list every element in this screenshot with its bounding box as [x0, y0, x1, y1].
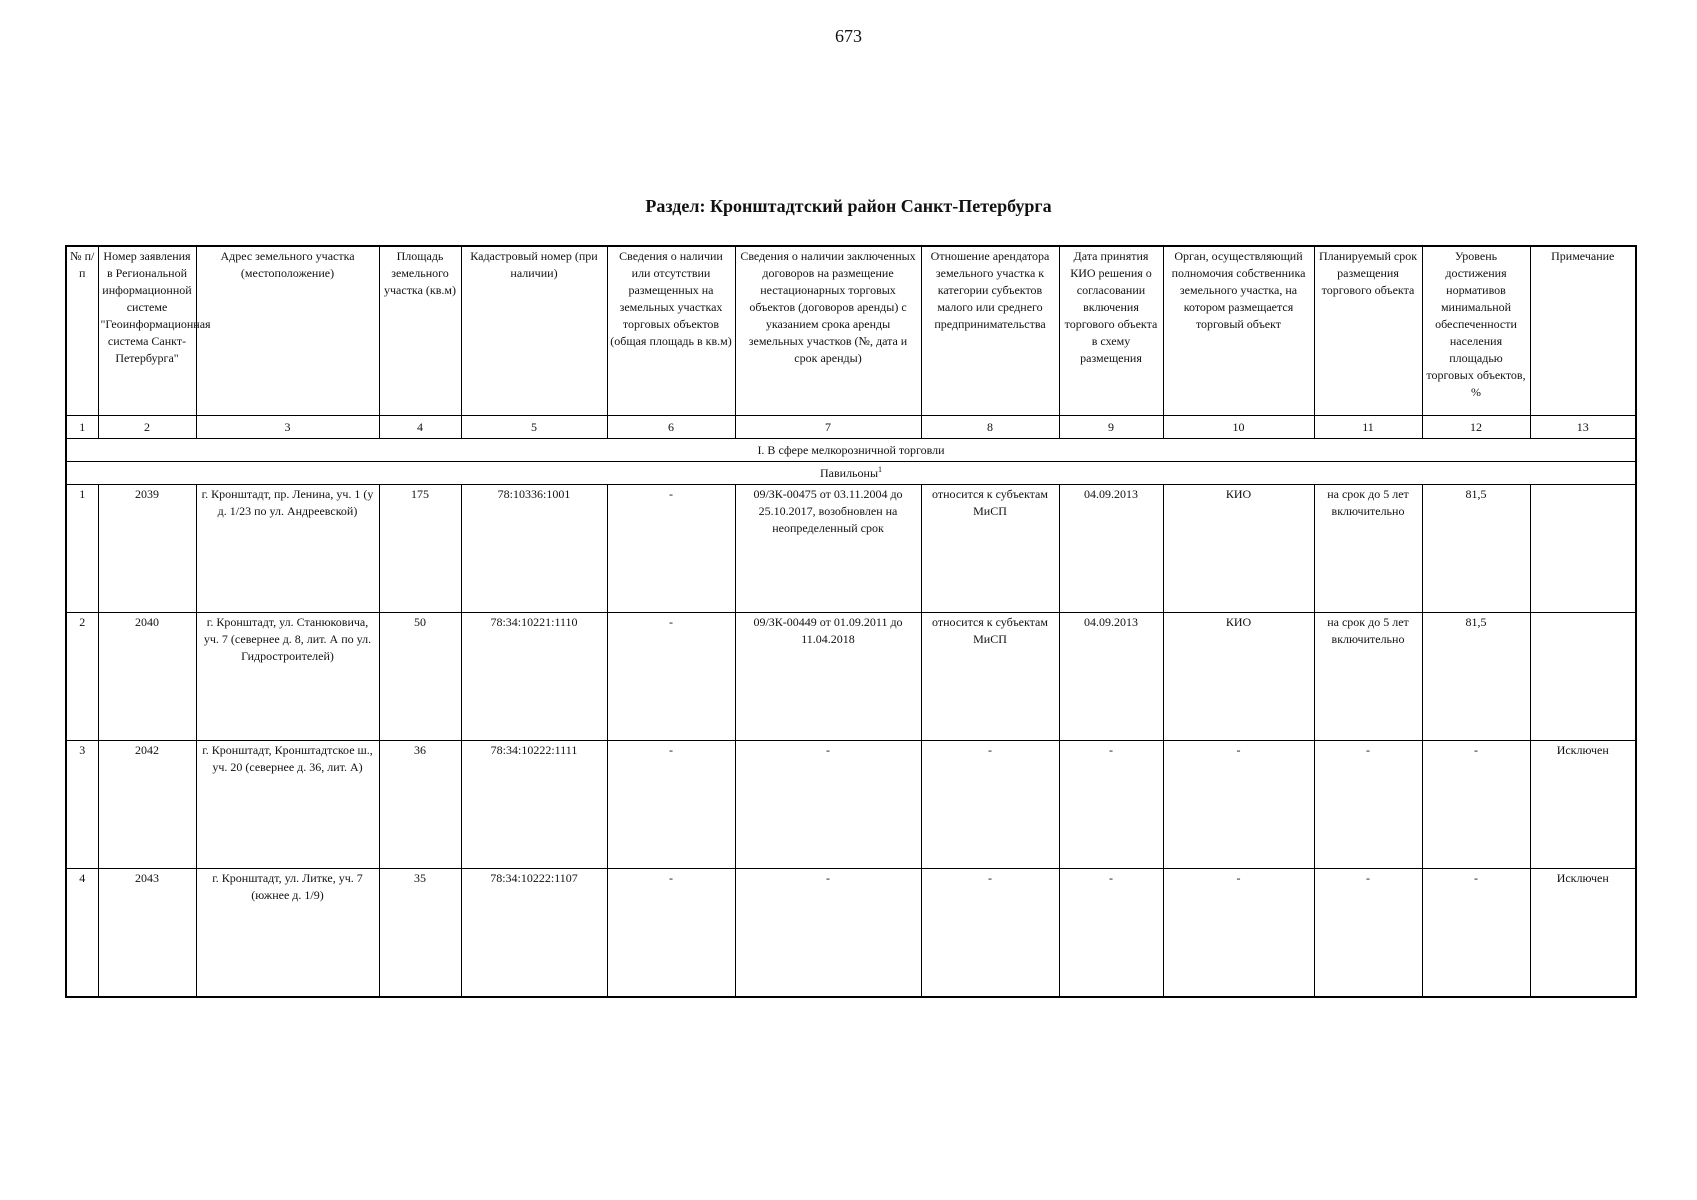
- column-header: Кадастровый номер (при наличии): [461, 246, 607, 416]
- subgroup-heading-label: Павильоны: [819, 466, 879, 480]
- cell-decision-date: -: [1059, 869, 1163, 998]
- section-title: Раздел: Кронштадтский район Санкт-Петербурга: [645, 196, 1052, 216]
- cell-existing-objects: -: [607, 613, 735, 741]
- group-heading-row: [66, 439, 1636, 462]
- cell-cadastral-number: 78:34:10221:1110: [461, 613, 607, 741]
- column-header: Уровень достижения нормативов минимальной обеспеченности населения площадью торговых объектов, %: [1422, 246, 1530, 416]
- column-number: 3: [196, 416, 379, 439]
- cell-index: 2: [66, 613, 98, 741]
- cell-authority: -: [1163, 869, 1314, 998]
- page-number: 673: [835, 26, 862, 46]
- cell-area: 36: [379, 741, 461, 869]
- column-number: 4: [379, 416, 461, 439]
- cell-decision-date: 04.09.2013: [1059, 485, 1163, 613]
- cell-application-number: 2043: [98, 869, 196, 998]
- column-number-row: [66, 416, 1636, 439]
- cell-note: Исключен: [1530, 869, 1636, 998]
- column-header: Отношение арендатора земельного участка к категории субъектов малого или среднего предпринимательства: [921, 246, 1059, 416]
- cell-cadastral-number: 78:10336:1001: [461, 485, 607, 613]
- column-header: Площадь земельного участка (кв.м): [379, 246, 461, 416]
- cell-provision-level: -: [1422, 869, 1530, 998]
- subgroup-heading-row: [66, 462, 1636, 485]
- cell-lease-contracts: 09/ЗК-00475 от 03.11.2004 до 25.10.2017, возобновлен на неопределенный срок: [735, 485, 921, 613]
- column-header: Орган, осуществляющий полномочия собственника земельного участка, на котором размещается торговый объект: [1163, 246, 1314, 416]
- cell-index: 1: [66, 485, 98, 613]
- column-header: Дата принятия КИО решения о согласовании включения торгового объекта в схему размещения: [1059, 246, 1163, 416]
- group-heading: I. В сфере мелкорозничной торговли: [66, 439, 1636, 462]
- cell-existing-objects: -: [607, 741, 735, 869]
- column-number: 12: [1422, 416, 1530, 439]
- column-header: № п/п: [66, 246, 98, 416]
- cell-address: г. Кронштадт, ул. Литке, уч. 7 (южнее д. 1/9): [196, 869, 379, 998]
- cell-cadastral-number: 78:34:10222:1111: [461, 741, 607, 869]
- cell-cadastral-number: 78:34:10222:1107: [461, 869, 607, 998]
- column-number: 8: [921, 416, 1059, 439]
- column-number: 9: [1059, 416, 1163, 439]
- cell-provision-level: 81,5: [1422, 613, 1530, 741]
- cell-sme-status: относится к субъектам МиСП: [921, 613, 1059, 741]
- column-number: 2: [98, 416, 196, 439]
- cell-decision-date: 04.09.2013: [1059, 613, 1163, 741]
- cell-sme-status: относится к субъектам МиСП: [921, 485, 1059, 613]
- cell-authority: -: [1163, 741, 1314, 869]
- subgroup-heading: [66, 462, 1636, 485]
- cell-lease-contracts: -: [735, 869, 921, 998]
- cell-planned-term: -: [1314, 869, 1422, 998]
- column-header: Планируемый срок размещения торгового объекта: [1314, 246, 1422, 416]
- column-header: Сведения о наличии заключенных договоров на размещение нестационарных торговых объектов (договоров аренды) с указанием срока аренды земельных участков (№, дата и срок аренды): [735, 246, 921, 416]
- cell-address: г. Кронштадт, пр. Ленина, уч. 1 (у д. 1/23 по ул. Андреевской): [196, 485, 379, 613]
- cell-application-number: 2039: [98, 485, 196, 613]
- cell-planned-term: -: [1314, 741, 1422, 869]
- table-row: [66, 613, 1636, 741]
- footnote-marker: 1: [878, 465, 883, 474]
- column-number: 13: [1530, 416, 1636, 439]
- column-header: Номер заявления в Региональной информационной системе "Геоинформационная система Санкт-Петербурга": [98, 246, 196, 416]
- cell-authority: КИО: [1163, 485, 1314, 613]
- cell-note: Исключен: [1530, 741, 1636, 869]
- column-number: 5: [461, 416, 607, 439]
- table-row: [66, 741, 1636, 869]
- cell-area: 50: [379, 613, 461, 741]
- cell-lease-contracts: -: [735, 741, 921, 869]
- column-number: 11: [1314, 416, 1422, 439]
- cell-provision-level: 81,5: [1422, 485, 1530, 613]
- cell-address: г. Кронштадт, ул. Станюковича, уч. 7 (севернее д. 8, лит. А по ул. Гидростроителей): [196, 613, 379, 741]
- column-header: Примечание: [1530, 246, 1636, 416]
- cell-index: 3: [66, 741, 98, 869]
- cell-authority: КИО: [1163, 613, 1314, 741]
- cell-index: 4: [66, 869, 98, 998]
- column-number: 6: [607, 416, 735, 439]
- cell-note: [1530, 485, 1636, 613]
- table-row: [66, 485, 1636, 613]
- column-number: 1: [66, 416, 98, 439]
- header-row: [66, 246, 1636, 416]
- cell-area: 175: [379, 485, 461, 613]
- register-table: [65, 245, 1637, 998]
- table-row: [66, 869, 1636, 998]
- cell-existing-objects: -: [607, 485, 735, 613]
- cell-sme-status: -: [921, 869, 1059, 998]
- cell-planned-term: на срок до 5 лет включительно: [1314, 613, 1422, 741]
- cell-address: г. Кронштадт, Кронштадтское ш., уч. 20 (севернее д. 36, лит. А): [196, 741, 379, 869]
- column-header: Сведения о наличии или отсутствии размещенных на земельных участках торговых объектов (общая площадь в кв.м): [607, 246, 735, 416]
- cell-decision-date: -: [1059, 741, 1163, 869]
- cell-application-number: 2042: [98, 741, 196, 869]
- cell-planned-term: на срок до 5 лет включительно: [1314, 485, 1422, 613]
- cell-existing-objects: -: [607, 869, 735, 998]
- cell-application-number: 2040: [98, 613, 196, 741]
- cell-lease-contracts: 09/ЗК-00449 от 01.09.2011 до 11.04.2018: [735, 613, 921, 741]
- cell-area: 35: [379, 869, 461, 998]
- column-number: 10: [1163, 416, 1314, 439]
- column-header: Адрес земельного участка (местоположение): [196, 246, 379, 416]
- cell-sme-status: -: [921, 741, 1059, 869]
- cell-note: [1530, 613, 1636, 741]
- column-number: 7: [735, 416, 921, 439]
- cell-provision-level: -: [1422, 741, 1530, 869]
